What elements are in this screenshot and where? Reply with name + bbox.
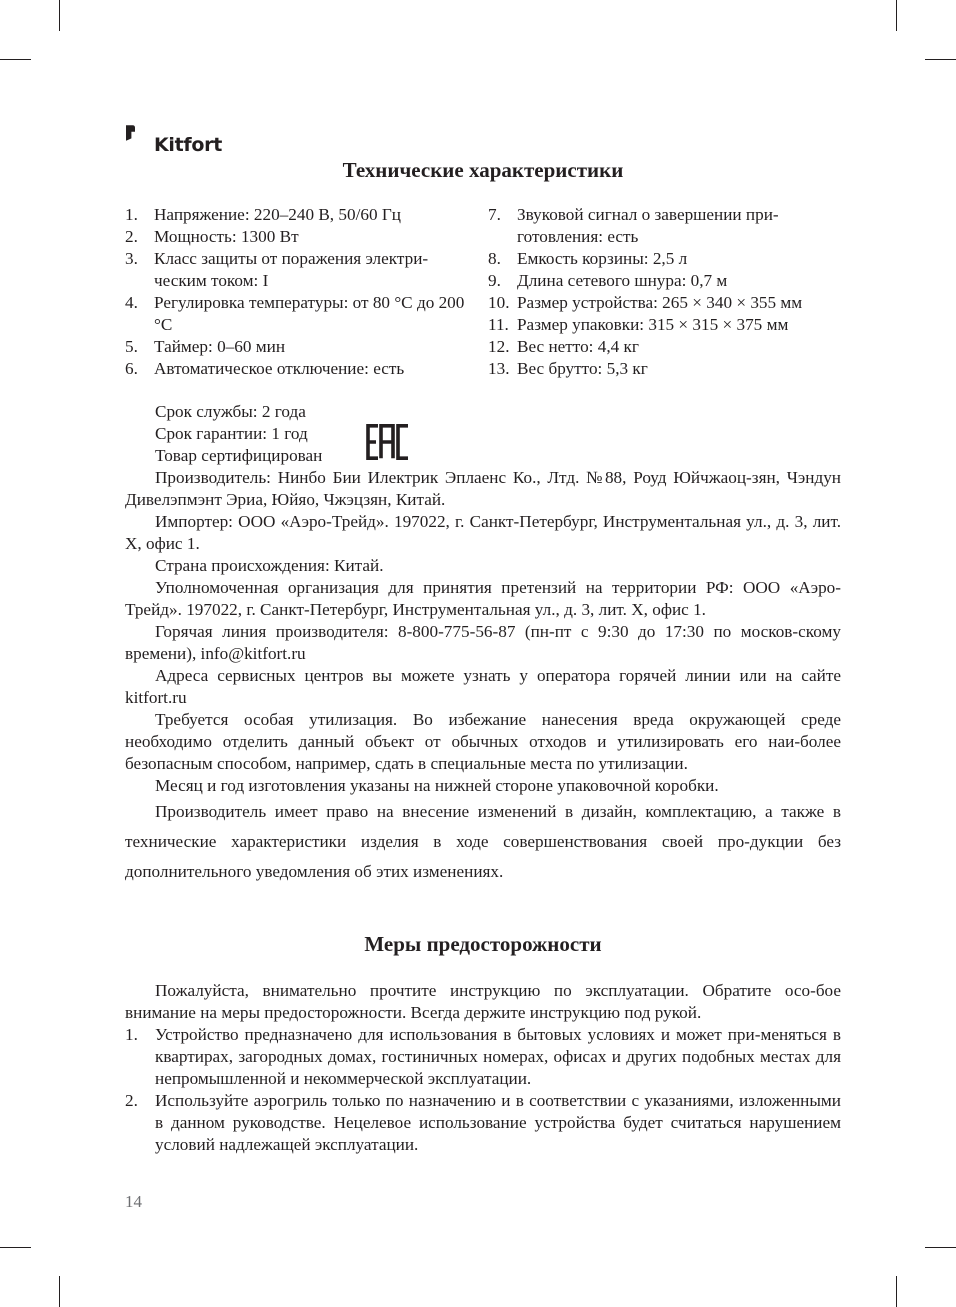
spec-item bbox=[488, 314, 840, 336]
precaution-item-text: Используйте аэрогриль только по назначению и в соответствии с указаниями, изложенными в данном руководстве. Нецелевое использование устройства будет считаться нарушением условий надлежащей эксплуатации. bbox=[155, 1091, 841, 1154]
spec-item-text: Звуковой сигнал о завершении при-готовления: есть bbox=[517, 205, 779, 246]
precaution-item-number: 1. bbox=[125, 1025, 138, 1044]
precaution-item bbox=[125, 1024, 841, 1090]
info-paragraph: Горячая линия производителя: 8-800-775-56-87 (пн-пт с 9:30 до 17:30 по москов-скому времени), info@kitfort.ru bbox=[125, 622, 841, 663]
spec-item-number: 2. bbox=[125, 227, 138, 246]
spec-item-number: 6. bbox=[125, 359, 138, 378]
spec-item-text: Автоматическое отключение: есть bbox=[154, 359, 405, 378]
section-title-precautions: Меры предосторожности bbox=[364, 932, 602, 956]
crop-mark bbox=[0, 59, 31, 60]
spec-item bbox=[125, 292, 475, 336]
info-paragraph: Страна происхождения: Китай. bbox=[155, 556, 384, 575]
spec-item-number: 3. bbox=[125, 249, 138, 268]
spec-item-number: 9. bbox=[488, 271, 501, 290]
spec-list-right bbox=[488, 204, 840, 380]
spec-item-text: Размер упаковки: 315 × 315 × 375 мм bbox=[517, 315, 789, 334]
kitfort-logo-icon bbox=[126, 108, 156, 158]
spec-item bbox=[125, 248, 475, 292]
crop-mark bbox=[59, 1276, 60, 1307]
spec-item bbox=[125, 336, 475, 358]
spec-item bbox=[488, 358, 840, 380]
spec-item-text: Емкость корзины: 2,5 л bbox=[517, 249, 688, 268]
spec-item bbox=[488, 336, 840, 358]
spec-item-text: Размер устройства: 265 × 340 × 355 мм bbox=[517, 293, 803, 312]
info-paragraph: Требуется особая утилизация. Во избежание нанесения вреда окружающей среде необходимо отделить данный объект от обычных отходов и утилизировать его наи-более безопасным способом, например, сдать в специальные места по утилизации. bbox=[125, 710, 841, 773]
info-paragraph: Уполномоченная организация для принятия претензий на территории РФ: ООО «Аэро-Трейд». 197022, г. Санкт-Петербург, Инструментальная ул., д. 3, лит. Х, офис 1. bbox=[125, 578, 841, 619]
spec-item-text: Регулировка температуры: от 80 °С до 200 °С bbox=[154, 293, 465, 334]
warranty-period: Срок гарантии: 1 год bbox=[155, 424, 308, 443]
info-paragraph: Месяц и год изготовления указаны на нижней стороне упаковочной коробки. bbox=[155, 776, 719, 795]
info-paragraph: Адреса сервисных центров вы можете узнать у оператора горячей линии или на сайте kitfort.ru bbox=[125, 666, 841, 707]
precaution-item bbox=[125, 1090, 841, 1156]
spec-item bbox=[488, 248, 840, 270]
spec-item-number: 5. bbox=[125, 337, 138, 356]
precautions-intro bbox=[125, 980, 841, 1024]
certified-note: Товар сертифицирован bbox=[155, 446, 323, 465]
brand-name: Kitfort bbox=[154, 134, 222, 156]
spec-item-text: Таймер: 0–60 мин bbox=[154, 337, 286, 356]
spec-item-text: Вес брутто: 5,3 кг bbox=[517, 359, 648, 378]
spec-list-left bbox=[125, 204, 475, 380]
spec-item-text: Напряжение: 220–240 В, 50/60 Гц bbox=[154, 205, 401, 224]
crop-mark bbox=[896, 0, 897, 31]
spec-item-number: 1. bbox=[125, 205, 138, 224]
certification-block bbox=[155, 401, 322, 467]
spec-item-number: 12. bbox=[488, 337, 510, 356]
spec-item-number: 8. bbox=[488, 249, 501, 268]
spec-item-text: Длина сетевого шнура: 0,7 м bbox=[517, 271, 728, 290]
info-paragraph: Производитель имеет право на внесение изменений в дизайн, комплектацию, а также в технические характеристики изделия в ходе совершенствования своей про-дукции без дополнительного уведомления об этих изменениях. bbox=[125, 802, 841, 881]
section-title-specs: Технические характеристики bbox=[342, 158, 624, 182]
eac-mark-icon bbox=[366, 424, 410, 460]
crop-mark bbox=[925, 59, 956, 60]
crop-mark bbox=[896, 1276, 897, 1307]
spec-item-text: Мощность: 1300 Вт bbox=[154, 227, 299, 246]
page-number: 14 bbox=[125, 1192, 142, 1211]
precautions-list bbox=[125, 1024, 841, 1156]
crop-mark bbox=[925, 1247, 956, 1248]
info-block bbox=[125, 467, 841, 887]
spec-item-text: Вес нетто: 4,4 кг bbox=[517, 337, 639, 356]
spec-item-number: 13. bbox=[488, 359, 510, 378]
spec-item bbox=[125, 204, 475, 226]
info-paragraph: Производитель: Нинбо Бии Илектрик Эплаенс Ко., Лтд. №88, Роуд Юйчжаоц-зян, Чэндун Дивелэпмэнт Эриа, Юйяо, Чжэцзян, Китай. bbox=[125, 468, 841, 509]
spec-item bbox=[488, 204, 840, 248]
precaution-item-text: Устройство предназначено для использования в бытовых условиях и может при-меняться в квартирах, загородных домах, гостиничных номерах, офисах и других подобных местах для непромышленной и некоммерческой эксплуатации. bbox=[155, 1025, 841, 1088]
info-paragraph: Импортер: ООО «Аэро-Трейд». 197022, г. Санкт-Петербург, Инструментальная ул., д. 3, лит. Х, офис 1. bbox=[125, 512, 841, 553]
precaution-item-number: 2. bbox=[125, 1091, 138, 1110]
precautions-intro-text: Пожалуйста, внимательно прочтите инструкцию по эксплуатации. Обратите осо-бое внимание на меры предосторожности. Всегда держите инструкцию под рукой. bbox=[125, 981, 841, 1022]
spec-item-number: 11. bbox=[488, 315, 509, 334]
spec-item-number: 7. bbox=[488, 205, 501, 224]
spec-item-number: 10. bbox=[488, 293, 510, 312]
spec-item bbox=[125, 358, 475, 380]
spec-item bbox=[488, 292, 840, 314]
crop-mark bbox=[0, 1247, 31, 1248]
service-life: Срок службы: 2 года bbox=[155, 402, 306, 421]
spec-item bbox=[125, 226, 475, 248]
spec-item-text: Класс защиты от поражения электри-ческим током: I bbox=[154, 249, 429, 290]
spec-item-number: 4. bbox=[125, 293, 138, 312]
crop-mark bbox=[59, 0, 60, 31]
spec-item bbox=[488, 270, 840, 292]
